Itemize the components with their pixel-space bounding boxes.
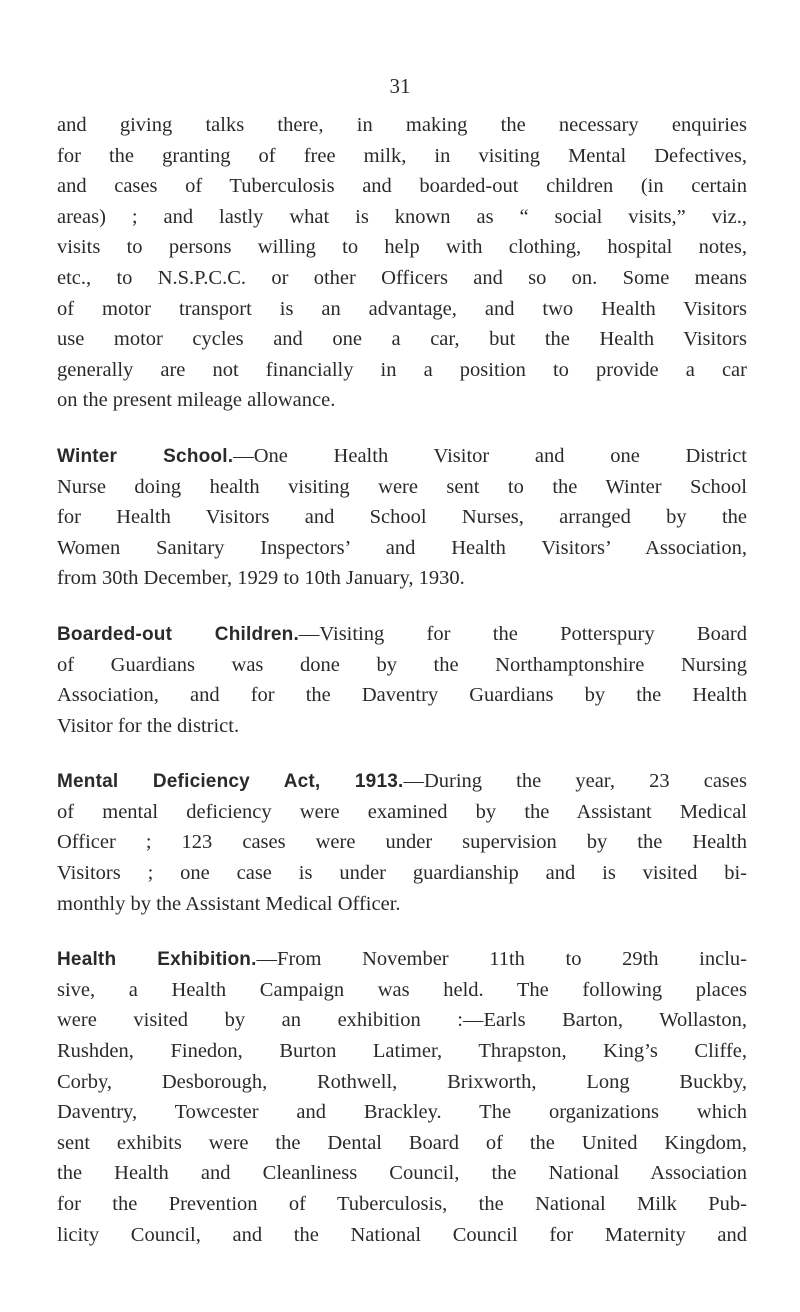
text-line [57,889,747,920]
line-text: of mental deficiency were examined by the Assistant Medical [57,800,747,823]
text-line [57,680,747,711]
line-text: of Guardians was done by the Northamptonshire Nursing [57,653,747,676]
text-line [57,944,747,975]
line-text: —During the year, 23 cases [403,770,747,793]
text-line [57,1036,747,1067]
line-text: for Health Visitors and School Nurses, arranged by the [57,506,747,529]
line-text: Visitors ; one case is under guardianship and is visited bi- [57,862,747,885]
text-line [57,1158,747,1189]
line-text: and cases of Tuberculosis and boarded-out children (in certain [57,175,747,198]
paragraph [57,441,747,594]
text-line [57,858,747,889]
text-line [57,141,747,172]
line-text: for the granting of free milk, in visiting Mental Defectives, [57,144,747,167]
text-line [57,502,747,533]
line-text: for the Prevention of Tuberculosis, the National Milk Pub- [57,1193,747,1215]
text-line [57,1067,747,1098]
line-text: monthly by the Assistant Medical Officer. [57,892,401,915]
text-line [57,1128,747,1159]
text-line [57,441,747,472]
line-text: visits to persons willing to help with clothing, hospital notes, [57,236,747,259]
line-text: Officer ; 123 cases were under supervision by the Health [57,831,747,854]
paragraph [57,110,747,416]
text-line [57,766,747,797]
section-heading: Boarded-out Children. [57,623,299,645]
line-text: on the present mileage allowance. [57,389,336,412]
text-line [57,294,747,325]
text-line [57,797,747,828]
line-text: sive, a Health Campaign was held. The following places [57,978,747,1001]
text-line [57,1220,747,1251]
line-text: and giving talks there, in making the necessary enquiries [57,114,747,136]
text-line [57,619,747,650]
text-line [57,110,747,141]
text-line [57,650,747,681]
text-line [57,202,747,233]
document-body [57,110,747,1275]
line-text: generally are not financially in a position to provide a car [57,358,747,381]
section-heading: Health Exhibition. [57,949,257,971]
text-line [57,385,747,416]
text-line [57,533,747,564]
paragraph [57,944,747,1250]
line-text: Women Sanitary Inspectors’ and Health Visitors’ Association, [57,536,747,559]
text-line [57,563,747,594]
line-text: Rushden, Finedon, Burton Latimer, Thrapston, King’s Cliffe, [57,1040,747,1063]
text-line [57,324,747,355]
line-text: sent exhibits were the Dental Board of the United Kingdom, [57,1131,747,1154]
line-text: of motor transport is an advantage, and two Health Visitors [57,297,747,320]
text-line [57,263,747,294]
page-number: 31 [389,74,411,98]
text-line [57,171,747,202]
paragraph [57,766,747,919]
section-heading: Mental Deficiency Act, 1913. [57,771,404,793]
line-text: —One Health Visitor and one District [233,444,747,467]
line-text: —Visiting for the Potterspury Board [298,622,747,645]
text-line [57,355,747,386]
line-text: Association, and for the Daventry Guardians by the Health [57,684,747,707]
paragraph [57,619,747,741]
line-text: Corby, Desborough, Rothwell, Brixworth, Long Buckby, [57,1070,747,1093]
text-line [57,827,747,858]
line-text: licity Council, and the National Council for Maternity and [57,1223,747,1246]
line-text: areas) ; and lastly what is known as “ social visits,” viz., [57,205,747,228]
line-text: —From November 11th to 29th inclu- [256,948,747,971]
line-text: were visited by an exhibition :—Earls Barton, Wollaston, [57,1009,747,1032]
text-line [57,472,747,503]
text-line [57,1189,747,1220]
text-line [57,711,747,742]
line-text: the Health and Cleanliness Council, the National Association [57,1162,747,1185]
text-line [57,232,747,263]
text-line [57,975,747,1006]
line-text: Nurse doing health visiting were sent to the Winter School [57,475,747,498]
text-line [57,1005,747,1036]
text-line [57,1097,747,1128]
section-heading: Winter School. [57,445,234,467]
line-text: use motor cycles and one a car, but the Health Visitors [57,328,747,351]
line-text: etc., to N.S.P.C.C. or other Officers and so on. Some means [57,266,747,289]
line-text: from 30th December, 1929 to 10th January, 1930. [57,567,465,590]
line-text: Daventry, Towcester and Brackley. The organizations which [57,1101,747,1124]
line-text: Visitor for the district. [57,714,240,737]
